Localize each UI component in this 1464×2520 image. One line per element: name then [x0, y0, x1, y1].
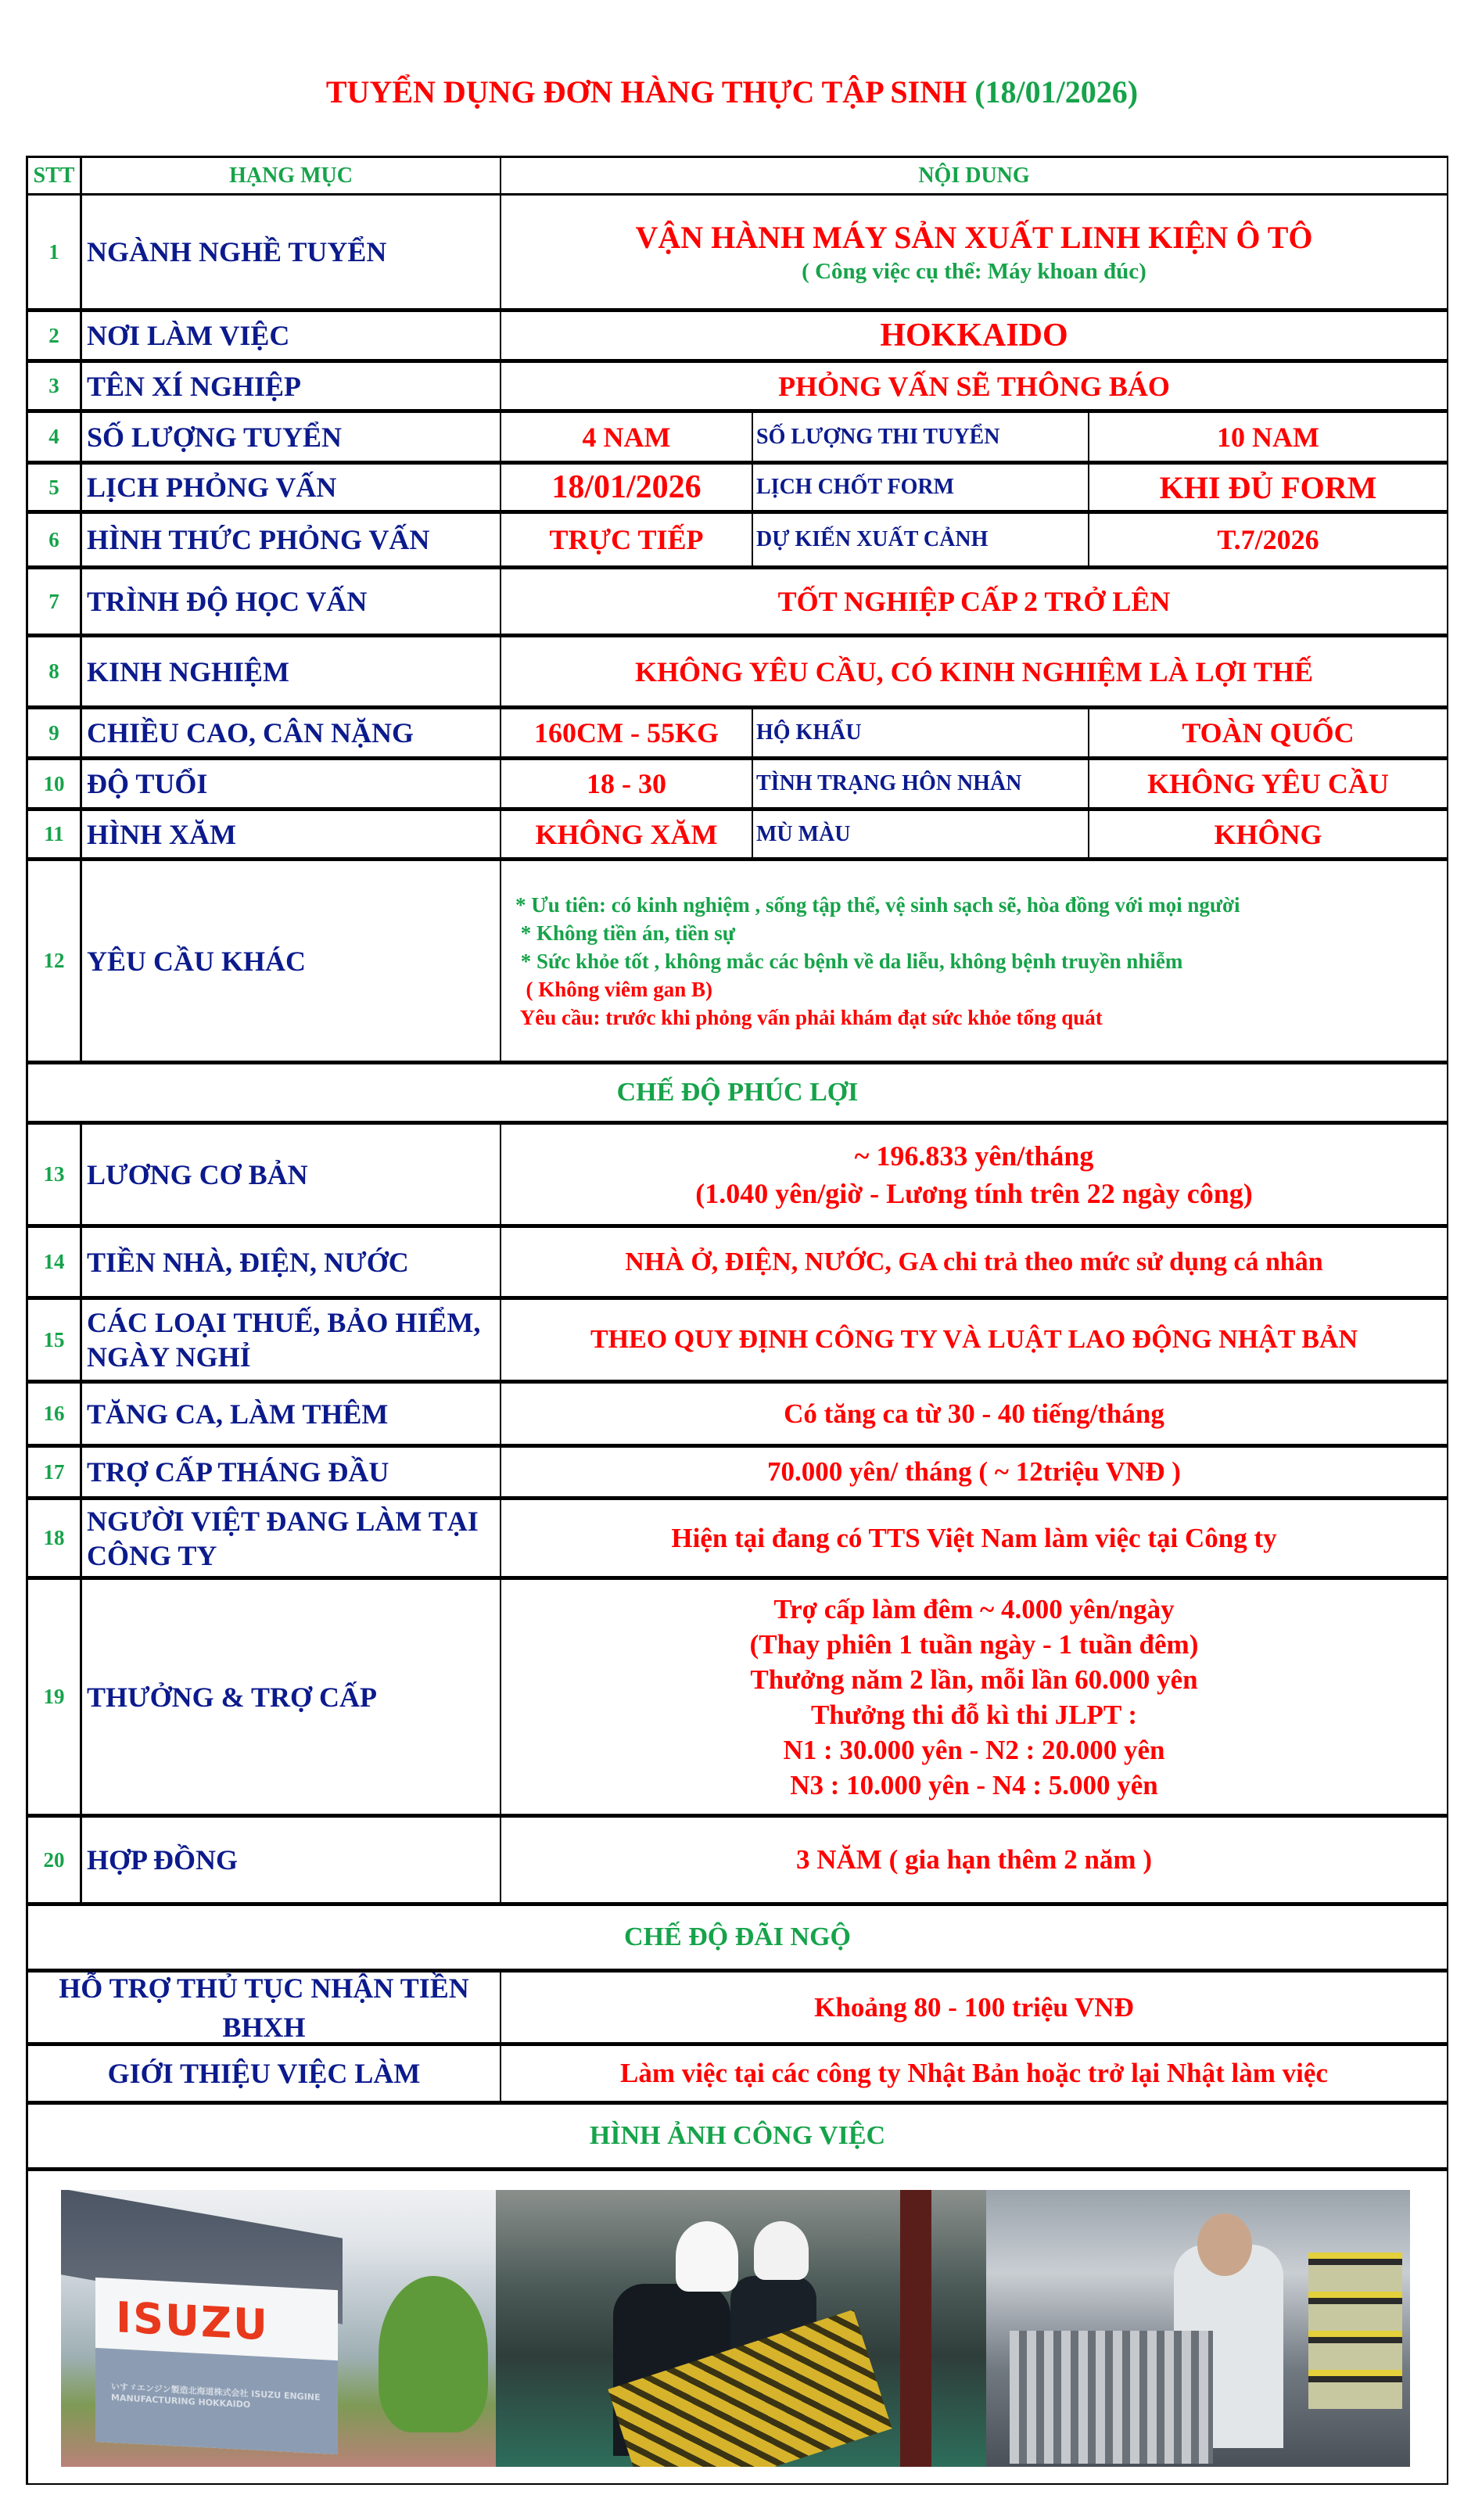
row-value: TỐT NGHIỆP CẤP 2 TRỞ LÊN: [777, 586, 1171, 617]
row-number: 7: [28, 569, 82, 634]
row-number: 17: [28, 1448, 82, 1496]
section-title: HÌNH ẢNH CÔNG VIỆC: [589, 2121, 886, 2150]
row-value: TRỰC TIẾP: [501, 514, 753, 565]
section-header-welfare: [28, 1064, 1447, 1125]
bonus-line: Thưởng năm 2 lần, mỗi lần 60.000 yên: [750, 1664, 1198, 1695]
row-number: 19: [28, 1580, 82, 1814]
header-content: NỘI DUNG: [918, 163, 1030, 188]
row-value: Có tăng ca từ 30 - 40 tiếng/tháng: [784, 1398, 1164, 1429]
table-row: [28, 1973, 1447, 2046]
section-header-treatment: [28, 1906, 1447, 1973]
row-label: GIỚI THIỆU VIỆC LÀM: [28, 2046, 501, 2101]
row-value-2: 10 NAM: [1217, 421, 1319, 453]
row-number: 2: [28, 312, 82, 359]
row-label: CHIỀU CAO, CÂN NẶNG: [82, 709, 501, 756]
row-value: HOKKAIDO: [880, 318, 1068, 354]
row-label-2: SỐ LƯỢNG THI TUYỂN: [753, 413, 1089, 461]
row-number: 12: [28, 861, 82, 1061]
row-value: KHÔNG YÊU CẦU, CÓ KINH NGHIỆM LÀ LỢI THẾ: [634, 655, 1314, 687]
work-photos: [61, 2190, 1410, 2467]
table-row: [28, 569, 1447, 637]
row-number: 13: [28, 1125, 82, 1224]
tree: [379, 2276, 488, 2432]
row-value-2: KHÔNG: [1214, 818, 1322, 850]
requirement-note: Yêu cầu: trước khi phỏng vấn phải khám đạt sức khỏe tổng quát: [515, 1005, 1103, 1029]
title-main: TUYỂN DỤNG ĐƠN HÀNG THỰC TẬP SINH: [325, 74, 967, 109]
row-number: 1: [28, 196, 82, 308]
salary-hourly: (1.040 yên/giờ - Lương tính trên 22 ngày công): [695, 1177, 1253, 1209]
row-value: [501, 196, 1447, 308]
row-label-2: LỊCH CHỐT FORM: [753, 465, 1089, 510]
row-label: NGƯỜI VIỆT ĐANG LÀM TẠI CÔNG TY: [82, 1500, 501, 1576]
table-header: [28, 158, 1447, 196]
header-category: HẠNG MỤC: [82, 158, 501, 193]
row-value: 70.000 yên/ tháng ( ~ 12triệu VNĐ ): [767, 1456, 1181, 1487]
row-number: 16: [28, 1384, 82, 1444]
row-value-2: T.7/2026: [1217, 524, 1319, 555]
table-row: [28, 465, 1447, 514]
table-row: [28, 363, 1447, 413]
row-label: HỖ TRỢ THỦ TỤC NHẬN TIỀN BHXH: [28, 1973, 501, 2042]
row-number: 8: [28, 637, 82, 705]
worker-head: [1197, 2213, 1252, 2276]
bonus-line: N1 : 30.000 yên - N2 : 20.000 yên: [783, 1734, 1165, 1765]
header-stt: STT: [28, 158, 82, 193]
row-label: NƠI LÀM VIỆC: [82, 312, 501, 359]
bonus-line: (Thay phiên 1 tuần ngày - 1 tuần đêm): [749, 1628, 1199, 1660]
row-number: 20: [28, 1818, 82, 1902]
row-label-2: TÌNH TRẠNG HÔN NHÂN: [753, 760, 1089, 807]
table-row: [28, 637, 1447, 709]
row-label: LỊCH PHỎNG VẤN: [82, 465, 501, 510]
row-value: KHÔNG XĂM: [501, 811, 753, 857]
pillar: [900, 2190, 931, 2467]
table-row: [28, 196, 1447, 312]
row-value: 18/01/2026: [501, 465, 753, 510]
row-label: SỐ LƯỢNG TUYỂN: [82, 413, 501, 461]
table-row: [28, 1448, 1447, 1500]
row-label-2: MÙ MÀU: [753, 811, 1089, 857]
row-value: Khoảng 80 - 100 triệu VNĐ: [814, 1991, 1134, 2023]
row-value: 4 NAM: [501, 413, 753, 461]
row-label-2: DỰ KIẾN XUẤT CẢNH: [753, 514, 1089, 565]
row-number: 15: [28, 1300, 82, 1380]
row-label: ĐỘ TUỔI: [82, 760, 501, 807]
table-row: [28, 1818, 1447, 1906]
row-value: Hiện tại đang có TTS Việt Nam làm việc tại Công ty: [671, 1522, 1277, 1553]
row-number: 3: [28, 363, 82, 409]
requirement-note: * Sức khỏe tốt , không mắc các bệnh về da liễu, không bệnh truyền nhiễm: [515, 949, 1183, 973]
table-row: [28, 514, 1447, 569]
table-row: [28, 1300, 1447, 1384]
row-label: CÁC LOẠI THUẾ, BẢO HIỂM, NGÀY NGHỈ: [82, 1300, 501, 1380]
company-sign: [95, 2278, 338, 2454]
row-label: YÊU CẦU KHÁC: [82, 861, 501, 1061]
table-row: [28, 760, 1447, 811]
row-number: 5: [28, 465, 82, 510]
row-value-2: TOÀN QUỐC: [1182, 717, 1355, 748]
table-row: [28, 1500, 1447, 1580]
table-row: [28, 312, 1447, 363]
table-row: [28, 1384, 1447, 1448]
sign-subtext: いすゞエンジン製造北海道株式会社 ISUZU ENGINE MANUFACTURING HOKKAIDO: [111, 2381, 321, 2411]
job-order-table: [26, 156, 1448, 2485]
title-date: (18/01/2026): [974, 74, 1139, 109]
bonus-line: N3 : 10.000 yên - N4 : 5.000 yên: [790, 1769, 1158, 1800]
row-value: THEO QUY ĐỊNH CÔNG TY VÀ LUẬT LAO ĐỘNG NHẬT BẢN: [590, 1325, 1358, 1354]
row-number: 11: [28, 811, 82, 857]
table-row: [28, 413, 1447, 465]
row-label: HÌNH XĂM: [82, 811, 501, 857]
table-row: [28, 1125, 1447, 1228]
row-label: TÊN XÍ NGHIỆP: [82, 363, 501, 409]
table-row: [28, 811, 1447, 861]
row-label: HỢP ĐỒNG: [82, 1818, 501, 1902]
row-label: NGÀNH NGHỀ TUYỂN: [82, 196, 501, 308]
row-label: TRỢ CẤP THÁNG ĐẦU: [82, 1448, 501, 1496]
helmet: [754, 2221, 809, 2280]
row-label-2: HỘ KHẨU: [753, 709, 1089, 756]
requirement-note: * Không tiền án, tiền sự: [515, 921, 735, 945]
row-label: LƯƠNG CƠ BẢN: [82, 1125, 501, 1224]
salary-monthly: ~ 196.833 yên/tháng: [854, 1140, 1094, 1172]
row-value: NHÀ Ở, ĐIỆN, NƯỚC, GA chi trả theo mức sử dụng cá nhân: [625, 1247, 1323, 1276]
row-label: TRÌNH ĐỘ HỌC VẤN: [82, 569, 501, 634]
table-row: [28, 861, 1447, 1064]
row-number: 14: [28, 1228, 82, 1296]
job-title: VẬN HÀNH MÁY SẢN XUẤT LINH KIỆN Ô TÔ: [635, 220, 1313, 255]
other-requirements: [501, 861, 1447, 1061]
isuzu-logo: ISUZU: [116, 2292, 269, 2350]
job-detail: ( Công việc cụ thể: Máy khoan đúc): [802, 259, 1146, 284]
row-number: 4: [28, 413, 82, 461]
bonus-line: Thưởng thi đỗ kì thi JLPT :: [810, 1699, 1138, 1730]
row-value: Làm việc tại các công ty Nhật Bản hoặc trở lại Nhật làm việc: [620, 2058, 1328, 2088]
row-number: 9: [28, 709, 82, 756]
engine-assembly-photo: [986, 2190, 1410, 2467]
section-header-photos: [28, 2105, 1447, 2171]
row-value-2: KHI ĐỦ FORM: [1159, 469, 1377, 505]
requirement-note: * Ưu tiên: có kinh nghiệm , sống tập thể, vệ sinh sạch sẽ, hòa đồng với mọi người: [515, 892, 1240, 917]
section-title: CHẾ ĐỘ PHÚC LỢI: [616, 1078, 859, 1107]
page-title: [0, 72, 1464, 113]
table-row: [28, 2046, 1447, 2105]
casting-workers-photo: [496, 2190, 986, 2467]
row-number: 10: [28, 760, 82, 807]
row-label: TĂNG CA, LÀM THÊM: [82, 1384, 501, 1444]
row-value: 160CM - 55KG: [501, 709, 753, 756]
row-value: 18 - 30: [501, 760, 753, 807]
requirement-note: ( Không viêm gan B): [515, 977, 713, 1001]
row-label: TIỀN NHÀ, ĐIỆN, NƯỚC: [82, 1228, 501, 1296]
table-row: [28, 1580, 1447, 1818]
helmet: [676, 2221, 738, 2292]
table-row: [28, 709, 1447, 760]
row-label: KINH NGHIỆM: [82, 637, 501, 705]
section-title: CHẾ ĐỘ ĐÃI NGỘ: [624, 1922, 851, 1951]
row-value: [501, 1580, 1447, 1814]
table-row: [28, 1228, 1447, 1300]
row-number: 18: [28, 1500, 82, 1576]
row-value: [501, 1125, 1447, 1224]
factory-sign-photo: [61, 2190, 496, 2467]
row-label: HÌNH THỨC PHỎNG VẤN: [82, 514, 501, 565]
row-value-2: KHÔNG YÊU CẦU: [1147, 768, 1389, 799]
row-value: PHỎNG VẤN SẼ THÔNG BÁO: [778, 370, 1170, 402]
engine-block: [1010, 2331, 1213, 2464]
row-value: 3 NĂM ( gia hạn thêm 2 năm ): [796, 1844, 1152, 1875]
bonus-line: Trợ cấp làm đêm ~ 4.000 yên/ngày: [773, 1593, 1175, 1624]
row-label: THƯỞNG & TRỢ CẤP: [82, 1580, 501, 1814]
row-number: 6: [28, 514, 82, 565]
parts-rack: [1308, 2253, 1402, 2409]
